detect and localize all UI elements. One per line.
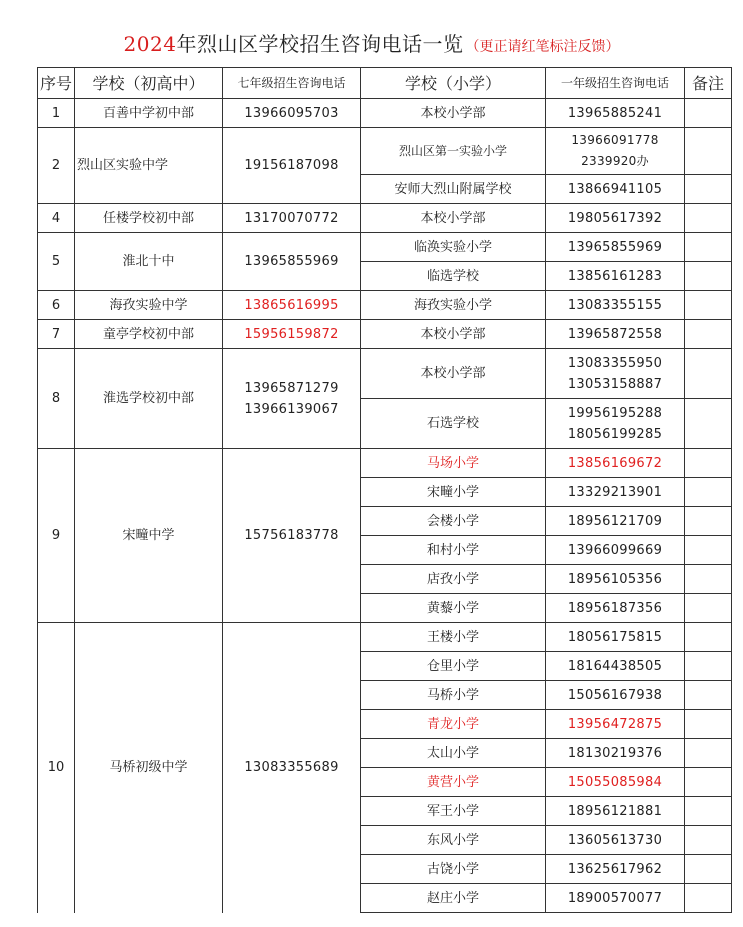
primary-school-name: 海孜实验小学 <box>361 291 546 320</box>
primary-school-name: 宋疃小学 <box>361 478 546 507</box>
primary-school-phone: 13856161283 <box>546 262 685 291</box>
row-index: 4 <box>38 204 75 233</box>
header-index: 序号 <box>38 68 75 99</box>
primary-school-phone: 18956105356 <box>546 565 685 594</box>
header-phone-7: 七年级招生咨询电话 <box>223 68 361 99</box>
primary-school-name: 烈山区第一实验小学 <box>361 128 546 175</box>
remark-cell <box>685 262 732 291</box>
mid-school-name: 烈山区实验中学 <box>75 128 223 204</box>
remark-cell <box>685 768 732 797</box>
table-row <box>38 99 732 128</box>
primary-school-phone: 18164438505 <box>546 652 685 681</box>
primary-school-name: 会楼小学 <box>361 507 546 536</box>
primary-school-phone: 19805617392 <box>546 204 685 233</box>
primary-school-name: 临选学校 <box>361 262 546 291</box>
table-row <box>38 320 732 349</box>
primary-school-name: 马场小学 <box>361 449 546 478</box>
header-phone-1: 一年级招生咨询电话 <box>546 68 685 99</box>
primary-school-name: 青龙小学 <box>361 710 546 739</box>
primary-school-name: 本校小学部 <box>361 99 546 128</box>
remark-cell <box>685 507 732 536</box>
remark-cell <box>685 320 732 349</box>
remark-cell <box>685 478 732 507</box>
primary-school-phone: 13965855969 <box>546 233 685 262</box>
mid-school-phone: 13170070772 <box>223 204 361 233</box>
primary-school-phone: 13329213901 <box>546 478 685 507</box>
mid-school-name: 任楼学校初中部 <box>75 204 223 233</box>
mid-school-phone: 15756183778 <box>223 449 361 623</box>
mid-school-phone: 13865616995 <box>223 291 361 320</box>
phone-line: 13966091778 <box>571 133 659 147</box>
table-row <box>38 204 732 233</box>
header-remark: 备注 <box>685 68 732 99</box>
primary-school-phone: 13856169672 <box>546 449 685 478</box>
primary-school-name: 军王小学 <box>361 797 546 826</box>
primary-school-name: 临涣实验小学 <box>361 233 546 262</box>
table-row <box>38 128 732 175</box>
primary-school-name: 赵庄小学 <box>361 884 546 913</box>
primary-school-phone <box>546 399 685 449</box>
phone-line: 18056199285 <box>567 426 663 442</box>
enrollment-phone-table <box>37 67 732 913</box>
remark-cell <box>685 291 732 320</box>
primary-school-name: 太山小学 <box>361 739 546 768</box>
remark-cell <box>685 739 732 768</box>
remark-cell <box>685 349 732 399</box>
primary-school-phone: 18900570077 <box>546 884 685 913</box>
phone-line: 2339920办 <box>581 154 649 168</box>
primary-school-name: 东风小学 <box>361 826 546 855</box>
remark-cell <box>685 449 732 478</box>
primary-school-phone: 18056175815 <box>546 623 685 652</box>
remark-cell <box>685 826 732 855</box>
row-index: 10 <box>38 623 75 913</box>
remark-cell <box>685 797 732 826</box>
primary-school-phone: 18130219376 <box>546 739 685 768</box>
primary-school-phone: 15055085984 <box>546 768 685 797</box>
mid-school-name: 童亭学校初中部 <box>75 320 223 349</box>
remark-cell <box>685 565 732 594</box>
mid-school-phone: 13966095703 <box>223 99 361 128</box>
primary-school-phone: 18956187356 <box>546 594 685 623</box>
mid-school-name: 宋疃中学 <box>75 449 223 623</box>
primary-school-name: 古饶小学 <box>361 855 546 884</box>
primary-school-phone: 18956121881 <box>546 797 685 826</box>
primary-school-phone: 13866941105 <box>546 175 685 204</box>
primary-school-name: 黄藜小学 <box>361 594 546 623</box>
title-note: （更正请红笔标注反馈） <box>465 39 620 55</box>
primary-school-name: 马桥小学 <box>361 681 546 710</box>
remark-cell <box>685 399 732 449</box>
primary-school-phone: 13625617962 <box>546 855 685 884</box>
remark-cell <box>685 175 732 204</box>
primary-school-name: 仓里小学 <box>361 652 546 681</box>
mid-school-name: 百善中学初中部 <box>75 99 223 128</box>
row-index: 7 <box>38 320 75 349</box>
primary-school-phone: 13965885241 <box>546 99 685 128</box>
primary-school-phone: 15056167938 <box>546 681 685 710</box>
primary-school-phone <box>546 349 685 399</box>
row-index: 9 <box>38 449 75 623</box>
row-index: 2 <box>38 128 75 204</box>
primary-school-name: 石选学校 <box>361 399 546 449</box>
primary-school-name: 和村小学 <box>361 536 546 565</box>
primary-school-name: 本校小学部 <box>361 320 546 349</box>
header-school-pri: 学校（小学） <box>361 68 546 99</box>
primary-school-name: 店孜小学 <box>361 565 546 594</box>
mid-school-phone: 15956159872 <box>223 320 361 349</box>
primary-school-name: 黄营小学 <box>361 768 546 797</box>
primary-school-name: 本校小学部 <box>361 349 546 399</box>
phone-line: 13965871279 <box>244 380 339 396</box>
page-title <box>0 28 743 57</box>
mid-school-name: 淮北十中 <box>75 233 223 291</box>
phone-line: 13053158887 <box>567 376 663 392</box>
row-index: 8 <box>38 349 75 449</box>
row-index: 6 <box>38 291 75 320</box>
remark-cell <box>685 652 732 681</box>
primary-school-phone: 18956121709 <box>546 507 685 536</box>
table-row <box>38 623 732 652</box>
title-year: 2024 <box>123 32 177 56</box>
table-row <box>38 233 732 262</box>
mid-school-phone: 13083355689 <box>223 623 361 913</box>
remark-cell <box>685 855 732 884</box>
remark-cell <box>685 594 732 623</box>
primary-school-phone: 13966099669 <box>546 536 685 565</box>
mid-school-phone <box>223 349 361 449</box>
mid-school-name: 马桥初级中学 <box>75 623 223 913</box>
header-row <box>38 68 732 99</box>
remark-cell <box>685 99 732 128</box>
remark-cell <box>685 128 732 175</box>
remark-cell <box>685 233 732 262</box>
primary-school-name: 王楼小学 <box>361 623 546 652</box>
table-row <box>38 449 732 478</box>
table-row <box>38 291 732 320</box>
remark-cell <box>685 681 732 710</box>
remark-cell <box>685 623 732 652</box>
mid-school-phone: 19156187098 <box>223 128 361 204</box>
title-main: 年烈山区学校招生咨询电话一览 <box>176 32 464 56</box>
row-index: 5 <box>38 233 75 291</box>
primary-school-phone: 13956472875 <box>546 710 685 739</box>
phone-line: 19956195288 <box>567 405 663 421</box>
phone-line: 13966139067 <box>244 401 339 417</box>
remark-cell <box>685 710 732 739</box>
mid-school-name: 海孜实验中学 <box>75 291 223 320</box>
primary-school-phone: 13965872558 <box>546 320 685 349</box>
table-row <box>38 349 732 399</box>
header-school-mid: 学校（初高中） <box>75 68 223 99</box>
primary-school-name: 安师大烈山附属学校 <box>361 175 546 204</box>
remark-cell <box>685 536 732 565</box>
primary-school-phone: 13605613730 <box>546 826 685 855</box>
primary-school-phone: 13083355155 <box>546 291 685 320</box>
remark-cell <box>685 204 732 233</box>
mid-school-name: 淮选学校初中部 <box>75 349 223 449</box>
remark-cell <box>685 884 732 913</box>
mid-school-phone: 13965855969 <box>223 233 361 291</box>
row-index: 1 <box>38 99 75 128</box>
phone-line: 13083355950 <box>567 355 663 371</box>
primary-school-name: 本校小学部 <box>361 204 546 233</box>
primary-school-phone <box>546 128 685 175</box>
